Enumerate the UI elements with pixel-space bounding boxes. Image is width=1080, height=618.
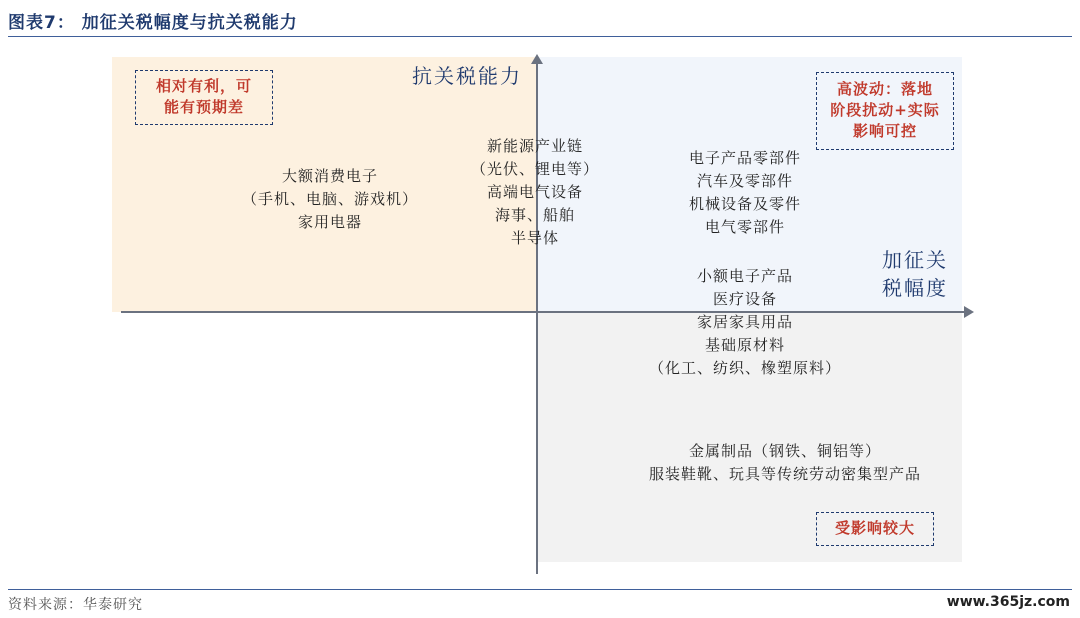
callout-line: 能有预期差	[163, 98, 244, 116]
group-item: 机械设备及零件	[688, 195, 801, 213]
figure-title: 图表7： 加征关税幅度与抗关税能力	[8, 13, 298, 33]
group-item: 半导体	[510, 229, 559, 247]
group-item: 家用电器	[297, 213, 362, 231]
callout-heavily-affected	[816, 512, 934, 546]
x-axis-label-line: 加征关	[882, 248, 948, 272]
group-item: 服装鞋靴、玩具等传统劳动密集型产品	[648, 465, 921, 483]
callout-line: 影响可控	[852, 122, 917, 140]
group-item: （光伏、锂电等）	[470, 160, 599, 178]
watermark: www.365jz.com	[946, 594, 1070, 610]
group-item: 汽车及零部件	[696, 172, 793, 190]
callout-high-volatility	[816, 72, 954, 150]
group-item: 小额电子产品	[696, 267, 793, 285]
group-item: 电子产品零部件	[688, 149, 801, 167]
callout-line: 阶段扰动+实际	[830, 101, 940, 119]
group-new-energy	[450, 135, 620, 250]
callout-line: 高波动：落地	[836, 80, 933, 98]
source-note: 资料来源：华泰研究	[8, 597, 143, 613]
group-item: 基础原材料	[704, 336, 785, 354]
group-item: 医疗设备	[712, 290, 777, 308]
y-axis-arrow-icon	[531, 54, 543, 64]
group-labor-intensive	[590, 440, 980, 486]
group-item: 高端电气设备	[486, 183, 583, 201]
group-item: （手机、电脑、游戏机）	[241, 190, 418, 208]
x-axis-arrow-icon	[964, 306, 974, 318]
group-item: 电气零部件	[704, 218, 785, 236]
callout-line: 受影响较大	[834, 519, 915, 537]
x-axis-label-line: 税幅度	[882, 276, 948, 300]
group-item: 家居家具用品	[696, 313, 793, 331]
callout-relatively-favorable	[135, 70, 273, 125]
x-axis-label	[882, 246, 948, 302]
group-item: （化工、纺织、橡塑原料）	[648, 359, 841, 377]
group-components	[640, 147, 850, 239]
group-small-items	[600, 265, 890, 380]
y-axis-label: 抗关税能力	[412, 64, 522, 88]
group-item: 金属制品（钢铁、铜铝等）	[688, 442, 881, 460]
group-consumer-electronics	[200, 165, 460, 234]
group-item: 海事、船舶	[494, 206, 575, 224]
title-divider	[8, 36, 1072, 37]
callout-line: 相对有利，可	[155, 77, 252, 95]
group-item: 大额消费电子	[281, 167, 378, 185]
footer-divider	[8, 589, 1072, 590]
group-item: 新能源产业链	[486, 137, 583, 155]
